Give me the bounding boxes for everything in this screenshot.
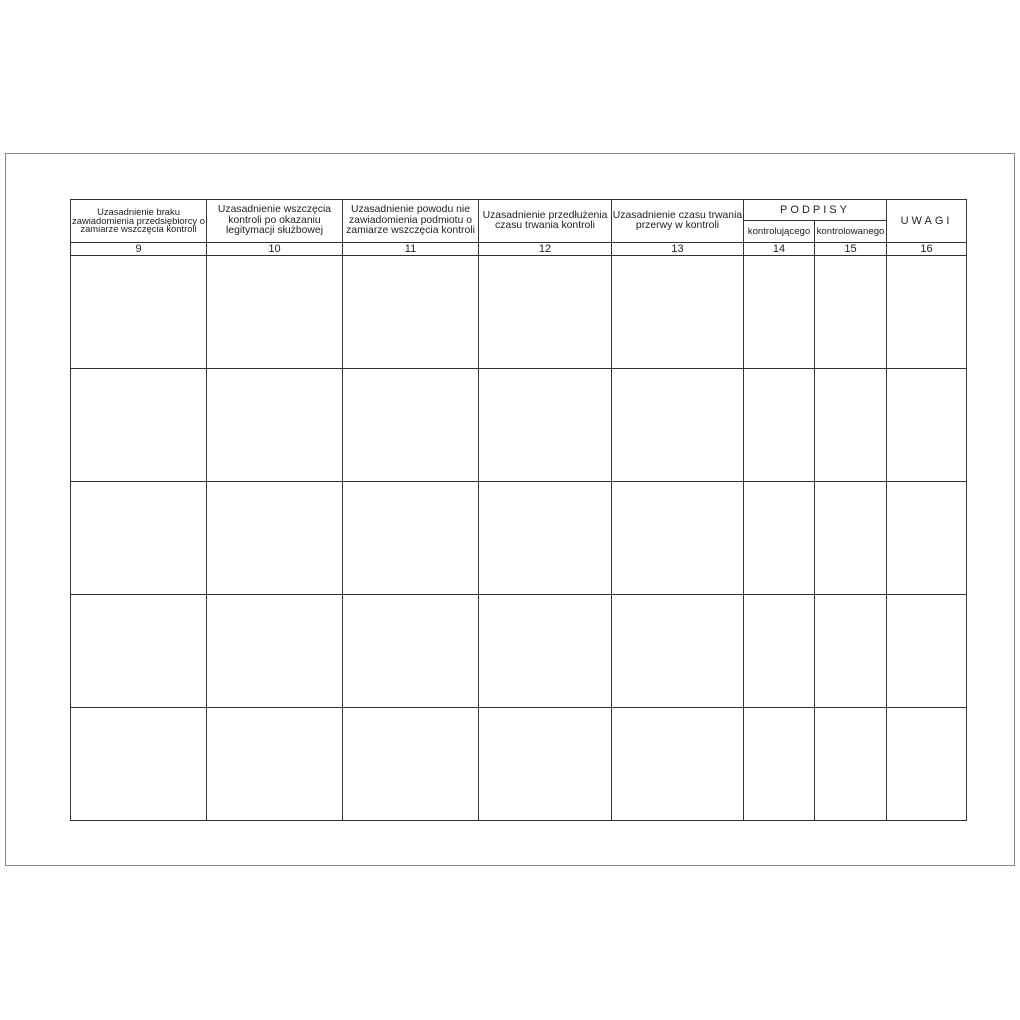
table-row [71,369,967,482]
entry-cell[interactable] [479,595,612,708]
column-header-11: Uzasadnienie powodu nie zawiadomienia podmiotu o zamiarze wszczęcia kontroli [343,200,479,243]
entry-cell[interactable] [479,369,612,482]
entry-cell[interactable] [815,482,887,595]
entry-cell[interactable] [207,256,343,369]
entry-cell[interactable] [612,369,744,482]
entry-cell[interactable] [887,256,967,369]
column-header-10: Uzasadnienie wszczęcia kontroli po okazaniu legitymacji służbowej [207,200,343,243]
entry-cell[interactable] [479,256,612,369]
entry-cell[interactable] [815,708,887,821]
entry-cell[interactable] [71,369,207,482]
entry-cell[interactable] [612,595,744,708]
entry-cell[interactable] [744,595,815,708]
entry-cell[interactable] [887,708,967,821]
entry-cell[interactable] [71,708,207,821]
column-number-13: 13 [612,243,744,256]
column-header-14: kontrolującego [744,221,815,243]
entry-cell[interactable] [612,482,744,595]
column-header-15: kontrolowanego [815,221,887,243]
column-header-13: Uzasadnienie czasu trwania przerwy w kontroli [612,200,744,243]
table-row [71,595,967,708]
entry-cell[interactable] [207,708,343,821]
entry-cell[interactable] [612,256,744,369]
column-header-9: Uzasadnienie braku zawiadomienia przedsiębiorcy o zamiarze wszczęcia kontroli [71,200,207,243]
entry-cell[interactable] [71,482,207,595]
entry-cell[interactable] [343,708,479,821]
table-row [71,708,967,821]
inspection-log-table [70,199,967,821]
entry-cell[interactable] [343,369,479,482]
entry-cell[interactable] [207,482,343,595]
entry-cell[interactable] [815,369,887,482]
column-number-16: 16 [887,243,967,256]
entry-cell[interactable] [744,256,815,369]
table-row [71,256,967,369]
entry-cell[interactable] [815,256,887,369]
entry-cell[interactable] [207,595,343,708]
entry-cell[interactable] [887,482,967,595]
entry-cell[interactable] [71,595,207,708]
entry-cell[interactable] [343,595,479,708]
column-numbers-row [71,243,967,256]
entry-cell[interactable] [479,482,612,595]
entry-cell[interactable] [744,369,815,482]
column-header-16: UWAGI [887,200,967,243]
column-number-9: 9 [71,243,207,256]
column-number-12: 12 [479,243,612,256]
entry-cell[interactable] [815,595,887,708]
column-header-12: Uzasadnienie przedłużenia czasu trwania kontroli [479,200,612,243]
table-row [71,482,967,595]
entry-cell[interactable] [744,482,815,595]
entry-cell[interactable] [744,708,815,821]
column-number-11: 11 [343,243,479,256]
entry-cell[interactable] [71,256,207,369]
entry-cell[interactable] [887,369,967,482]
header-row [71,200,967,221]
form-sheet [5,153,1015,866]
entry-cell[interactable] [479,708,612,821]
entry-cell[interactable] [343,482,479,595]
entry-cell[interactable] [343,256,479,369]
entry-cell[interactable] [612,708,744,821]
signatures-group-header: PODPISY [744,200,887,221]
entry-cell[interactable] [207,369,343,482]
column-number-10: 10 [207,243,343,256]
column-number-14: 14 [744,243,815,256]
entry-cell[interactable] [887,595,967,708]
column-number-15: 15 [815,243,887,256]
